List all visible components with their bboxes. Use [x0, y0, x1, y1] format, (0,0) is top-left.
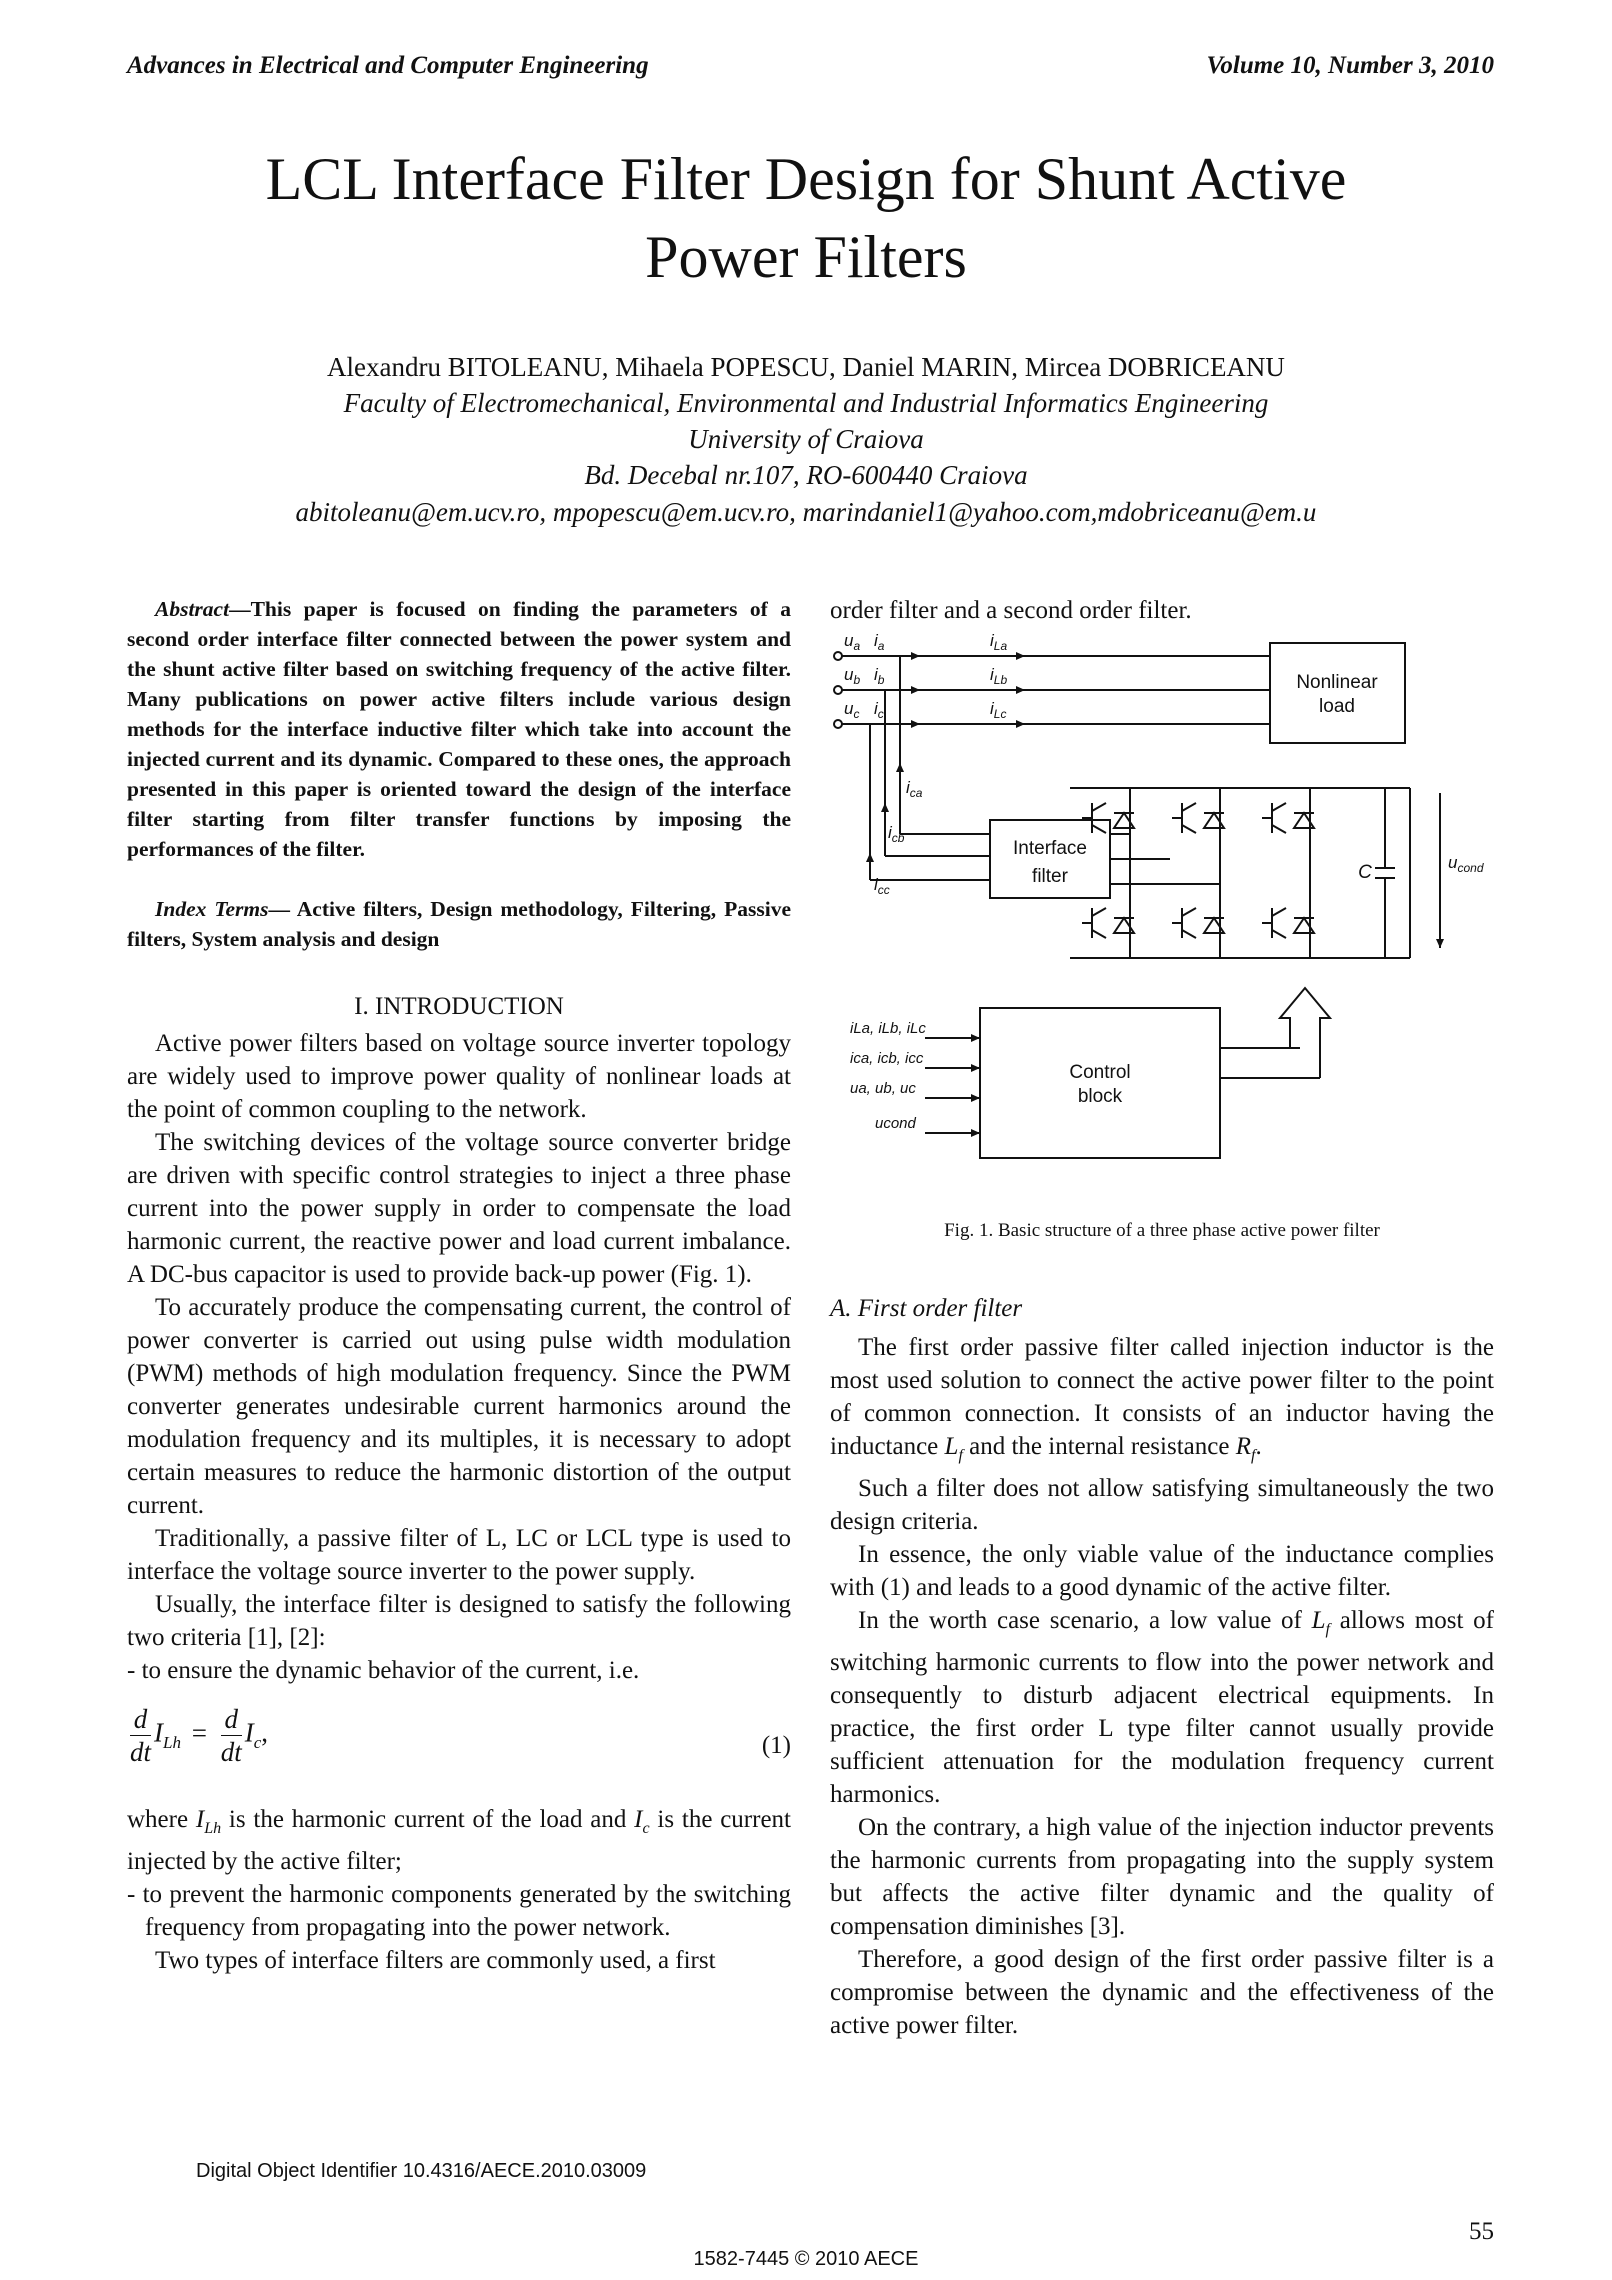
- label-iLa: $i_{La}$: [990, 631, 1008, 653]
- intro-paragraph-3: To accurately produce the compensating current, the control of power converter is carried out using pulse width modulation (PWM) methods of high modulation frequency. Since the PWM converter generates undesirable current harmonics around the modulation frequency and its multiples, it is necessary to adopt certain measures to reduce the harmonic distortion of the output current.: [127, 1294, 791, 1519]
- label-ib: $i_b$: [874, 665, 885, 687]
- criterion-2: - to prevent the harmonic components generated by the switching frequency from propagating into the power network.: [127, 1881, 791, 1941]
- title-line-2: Power Filters: [645, 224, 967, 290]
- page-number: 55: [1469, 2218, 1494, 2245]
- first-order-paragraph-1: The first order passive filter called injection inductor is the most used solution to connect the active power filter to the point of common connection. It consists of an inductor having the inductance $L_f$ and the internal resistance $R_f$.: [830, 1334, 1494, 1464]
- intro-paragraph-5: Usually, the interface filter is designed to satisfy the following two criteria [1], [2]:: [127, 1591, 791, 1651]
- inverter-switches: [1082, 803, 1314, 938]
- label-capacitor: C: [1358, 862, 1372, 883]
- first-order-paragraph-3: In essence, the only viable value of the inductance complies with (1) and leads to a good dynamic of the active filter.: [830, 1541, 1494, 1601]
- first-order-paragraph-4: In the worth case scenario, a low value of $L_f$ allows most of switching harmonic currents to flow into the power network and consequently to disturb adjacent electrical equipments. In practice, the first order L type filter cannot usually provide sufficient attenuation for the modulation frequency current harmonics.: [830, 1607, 1494, 1808]
- where-paragraph: where $I_{Lh}$ is the harmonic current of the load and $I_c$ is the current injected by the active filter;: [127, 1806, 791, 1875]
- equation-number: (1): [761, 1732, 791, 1759]
- right-column-intro: order filter and a second order filter.: [830, 597, 1192, 624]
- terminal-c: [834, 720, 842, 728]
- label-iLc: $i_{Lc}$: [990, 699, 1007, 721]
- intro-paragraph-1: Active power filters based on voltage source inverter topology are widely used to improve power quality of nonlinear loads at the point of common coupling to the network.: [127, 1030, 791, 1123]
- terminal-b: [834, 686, 842, 694]
- doi: Digital Object Identifier 10.4316/AECE.2010.03009: [196, 2160, 647, 2182]
- terminal-a: [834, 652, 842, 660]
- abstract-text: —This paper is focused on finding the parameters of a second order interface filter connected between the power system and the shunt active filter based on switching frequency of the active filter. Many publications on power active filters include various design methods for the interface inductive filter which take into account the injected current and its dynamic. Compared to these ones, the approach presented in this paper is oriented toward the design of the interface filter starting from filter transfer functions by imposing the performances of the filter.: [127, 597, 791, 861]
- section-heading-introduction: I. INTRODUCTION: [354, 993, 564, 1020]
- control-input-2: ica, icb, icc: [850, 1050, 924, 1067]
- label-ucond: $u_{cond}$: [1448, 853, 1484, 875]
- label-nonlinear: Nonlinear: [1296, 672, 1378, 693]
- eq-frac-right: $\frac{d}{dt}$: [220, 1704, 242, 1767]
- label-load: load: [1319, 696, 1355, 717]
- index-terms-lead: Index Terms: [155, 897, 269, 921]
- control-input-1: iLa, iLb, iLc: [850, 1020, 926, 1037]
- first-order-paragraph-5: On the contrary, a high value of the injection inductor prevents the harmonic currents from propagating into the supply system but affects the active filter dynamic and the quality of compensation diminishes [3].: [830, 1814, 1494, 1940]
- control-input-4: ucond: [875, 1115, 916, 1132]
- equation-1: [127, 1703, 791, 1803]
- label-ub: $u_b$: [844, 665, 861, 687]
- first-order-paragraph-2: Such a filter does not allow satisfying simultaneously the two design criteria.: [830, 1475, 1494, 1535]
- eq-frac-left: $\frac{d}{dt}$: [130, 1704, 152, 1767]
- authors: Alexandru BITOLEANU, Mihaela POPESCU, Daniel MARIN, Mircea DOBRICEANU: [327, 352, 1285, 382]
- label-ic: $i_c$: [874, 699, 884, 721]
- index-terms-text: — Active filters, Design methodology, Filtering, Passive filters, System analysis and design: [127, 897, 791, 951]
- first-order-paragraph-6: Therefore, a good design of the first order passive filter is a compromise between the dynamic and the effectiveness of the active power filter.: [830, 1946, 1494, 2039]
- intro-paragraph-6: Two types of interface filters are commonly used, a first: [155, 1947, 716, 1974]
- abstract: [127, 594, 791, 864]
- label-filter: filter: [1032, 866, 1068, 887]
- left-column: [127, 594, 791, 1977]
- journal-name: Advances in Electrical and Computer Engineering: [127, 52, 649, 79]
- issn-copyright: 1582-7445 © 2010 AECE: [693, 2248, 919, 2270]
- label-iLb: $i_{Lb}$: [990, 665, 1008, 687]
- equation-body: $\frac{d}{dt}$ $I_{Lh}$ = $\frac{d}{dt}$ $I_c$,: [130, 1704, 269, 1767]
- label-ia: $i_a$: [874, 631, 885, 653]
- figure-1-diagram: [830, 628, 1510, 1188]
- abstract-lead: Abstract: [155, 597, 230, 621]
- subsection-heading-first-order: A. First order filter: [830, 1295, 1023, 1322]
- nonlinear-load-box: [1270, 643, 1405, 743]
- intro-paragraph-4: Traditionally, a passive filter of L, LC or LCL type is used to interface the voltage source inverter to the power supply.: [127, 1525, 791, 1585]
- label-icc: $i_{cc}$: [874, 875, 890, 897]
- index-terms: [127, 894, 791, 954]
- figure-1-caption: Fig. 1. Basic structure of a three phase active power filter: [944, 1220, 1380, 1241]
- volume-info: Volume 10, Number 3, 2010: [1206, 52, 1494, 79]
- intro-paragraph-2: The switching devices of the voltage source converter bridge are driven with specific control strategies to inject a three phase current into the power supply in order to compensate the load harmonic current, the reactive power and load current imbalance. A DC-bus capacitor is used to provide back-up power (Fig. 1).: [127, 1129, 791, 1288]
- label-uc: $u_c$: [844, 699, 860, 721]
- affiliation-university: University of Craiova: [688, 424, 924, 454]
- control-input-3: ua, ub, uc: [850, 1080, 916, 1097]
- label-block: block: [1077, 1086, 1123, 1107]
- affiliation-emails: abitoleanu@em.ucv.ro, mpopescu@em.ucv.ro, marindaniel1@yahoo.com,mdobriceanu@em.u: [295, 497, 1317, 527]
- label-ua: $u_a$: [844, 631, 861, 653]
- paper-title: [0, 140, 1612, 296]
- criterion-1: - to ensure the dynamic behavior of the current, i.e.: [127, 1657, 640, 1684]
- affiliation-address: Bd. Decebal nr.107, RO-600440 Craiova: [584, 460, 1028, 490]
- label-ica: $i_{ca}$: [906, 778, 923, 800]
- right-column-body: [830, 1292, 1494, 2042]
- title-line-1: LCL Interface Filter Design for Shunt Active: [265, 146, 1347, 212]
- label-interface: Interface: [1013, 838, 1087, 859]
- control-block-box: [980, 1008, 1220, 1158]
- affiliation-faculty: Faculty of Electromechanical, Environmental and Industrial Informatics Engineering: [343, 388, 1269, 418]
- label-control: Control: [1069, 1062, 1131, 1083]
- label-icb: $i_{cb}$: [888, 823, 905, 845]
